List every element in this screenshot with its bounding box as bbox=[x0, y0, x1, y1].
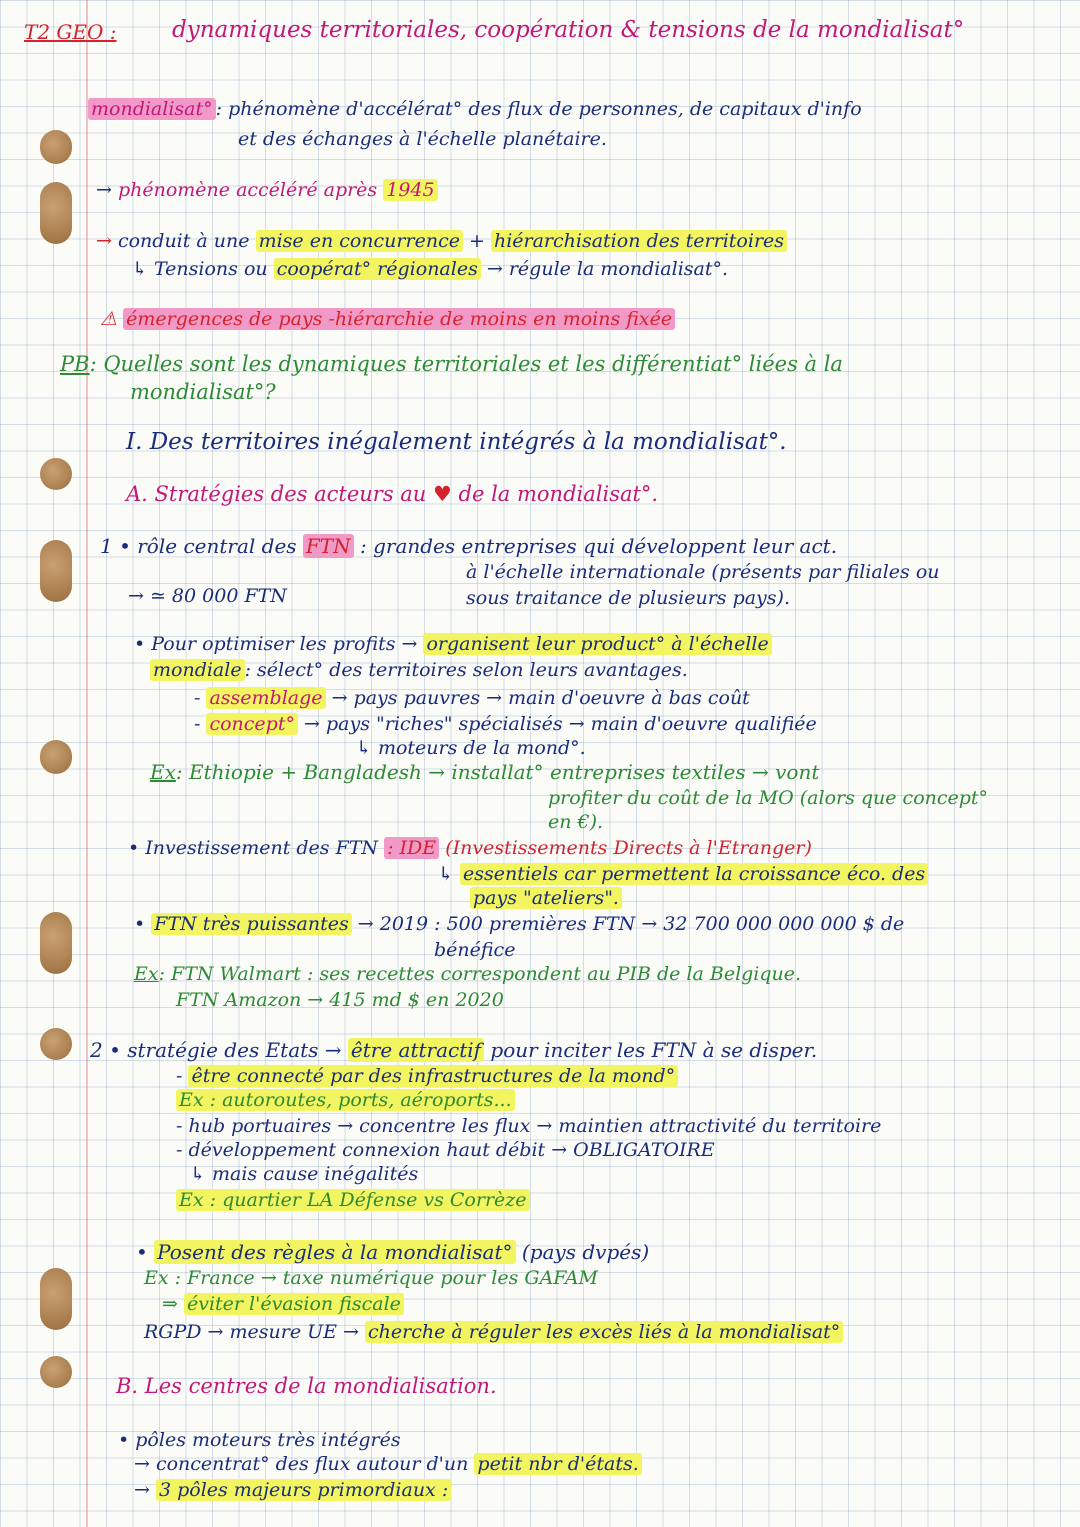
sub-a-title bbox=[126, 482, 658, 506]
margin-line bbox=[86, 0, 88, 1527]
sub-b-item-1: • pôles moteurs très intégrés bbox=[118, 1429, 401, 1451]
point-1-line: 1 • rôle central des FTN : grandes entreprises qui développent leur act. bbox=[100, 534, 838, 558]
power-line: • FTN très puissantes → 2019 : 500 premières FTN → 32 700 000 000 000 $ de bbox=[134, 913, 905, 935]
assembly-label: assemblage bbox=[206, 687, 325, 709]
binder-hole bbox=[40, 740, 72, 774]
sub-b-item-1-text: pôles moteurs très intégrés bbox=[135, 1429, 401, 1451]
example-1-label: Ex bbox=[150, 760, 176, 784]
arrow-icon: → bbox=[96, 179, 112, 201]
investment-sub-1 bbox=[438, 862, 928, 886]
concept-sub-text: moteurs de la mond°. bbox=[377, 737, 586, 759]
arrow-icon: → bbox=[134, 1453, 150, 1475]
arrow-2-highlight-1: mise en concurrence bbox=[256, 230, 463, 252]
point-2-item-3-sub-text: mais cause inégalités bbox=[211, 1163, 419, 1185]
binder-hole bbox=[40, 912, 72, 974]
problematic-line-2: mondialisat°? bbox=[130, 380, 276, 404]
binder-hole bbox=[40, 540, 72, 602]
investment-sub-text-1: essentiels car permettent la croissance éco. des bbox=[460, 863, 928, 885]
arrow-icon: → bbox=[304, 713, 320, 735]
optimise-line-2 bbox=[150, 658, 688, 682]
arrow-line-1 bbox=[96, 178, 438, 202]
warning-text: émergences de pays -hiérarchie de moins en moins fixée bbox=[123, 308, 675, 330]
point-2-example-2 bbox=[176, 1188, 530, 1212]
point-2-title-pre: stratégie des Etats → bbox=[127, 1038, 342, 1062]
binder-hole bbox=[40, 1356, 72, 1388]
arrow-3-pre: Tensions ou bbox=[153, 258, 268, 280]
binder-hole bbox=[40, 1028, 72, 1060]
point-2-example-1 bbox=[176, 1088, 515, 1112]
arrow-2-mid: + bbox=[469, 230, 485, 252]
arrow-icon: → bbox=[401, 633, 418, 655]
rules-line: • Posent des règles à la mondialisat° (pays dvpés) bbox=[136, 1240, 650, 1264]
rules-example: Ex : France → taxe numérique pour les GAFAM bbox=[144, 1267, 598, 1289]
rules-post: (pays dvpés) bbox=[521, 1240, 650, 1264]
arrow-3-highlight: coopérat° régionales bbox=[274, 258, 481, 280]
example-1-text-2: profiter du coût de la MO (alors que concept° bbox=[548, 787, 989, 809]
investment-post: (Investissements Directs à l'Etranger) bbox=[445, 837, 812, 859]
investment-line: • Investissement des FTN : IDE (Investissements Directs à l'Etranger) bbox=[128, 837, 812, 859]
power-label: FTN très puissantes bbox=[151, 913, 351, 935]
example-1-line bbox=[150, 760, 819, 784]
sub-b-item-2 bbox=[134, 1452, 642, 1476]
point-2-title-post: pour inciter les FTN à se disper. bbox=[490, 1038, 818, 1062]
arrow-1-year: 1945 bbox=[383, 179, 437, 201]
point-2-example-1-text: Ex : autoroutes, ports, aéroports... bbox=[176, 1089, 515, 1111]
investment-sub-text-2: pays "ateliers". bbox=[470, 887, 622, 909]
sub-b-title: B. Les centres de la mondialisation. bbox=[116, 1374, 497, 1398]
arrow-line-3 bbox=[132, 257, 728, 281]
definition-line-2: et des échanges à l'échelle planétaire. bbox=[238, 128, 607, 150]
point-2-item-3: - développement connexion haut débit → OBLIGATOIRE bbox=[176, 1139, 715, 1161]
example-1-text-3: en €). bbox=[548, 811, 604, 833]
section-1-title: I. Des territoires inégalement intégrés à la mondialisat°. bbox=[126, 429, 787, 455]
arrow-icon: ⇒ bbox=[162, 1293, 178, 1315]
investment-sub-2 bbox=[470, 886, 622, 910]
arrow-icon: ↳ bbox=[438, 863, 454, 885]
binder-hole bbox=[40, 458, 72, 490]
rgpd-pre: RGPD → mesure UE → bbox=[144, 1321, 359, 1343]
problematic-line-1 bbox=[60, 352, 843, 376]
point-1-highlight: FTN bbox=[303, 534, 354, 558]
arrow-2-pre: conduit à une bbox=[117, 230, 250, 252]
example-1-text: : Ethiopie + Bangladesh → installat° entreprises textiles → vont bbox=[175, 760, 820, 784]
rgpd-line bbox=[144, 1320, 843, 1344]
investment-pre: Investissement des FTN bbox=[145, 837, 379, 859]
rules-example-sub-text: éviter l'évasion fiscale bbox=[184, 1293, 404, 1315]
point-2-item-1: - être connecté par des infrastructures de la mond° bbox=[176, 1064, 678, 1088]
point-2-highlight: être attractif bbox=[348, 1038, 484, 1062]
optimise-line-1: • Pour optimiser les profits → organisent leur product° à l'échelle bbox=[134, 632, 772, 656]
heart-icon: ♥ bbox=[433, 482, 452, 506]
page-title: dynamiques territoriales, coopération & tensions de la mondialisat° bbox=[172, 17, 965, 43]
sub-b-item-3 bbox=[134, 1478, 451, 1502]
definition-line-1 bbox=[88, 97, 862, 121]
point-2-item-3-sub bbox=[190, 1162, 418, 1186]
arrow-line-2 bbox=[96, 229, 787, 253]
point-2-example-2-text: Ex : quartier LA Défense vs Corrèze bbox=[176, 1189, 530, 1211]
point-2-number: 2 bbox=[90, 1038, 103, 1062]
assembly-line: - assemblage → pays pauvres → main d'oeuvre à bas coût bbox=[194, 687, 750, 709]
arrow-2-highlight-2: hiérarchisation des territoires bbox=[491, 230, 787, 252]
arrow-icon: → bbox=[357, 913, 374, 935]
example-2-line bbox=[134, 962, 801, 986]
arrow-icon: ↳ bbox=[356, 737, 372, 759]
arrow-icon: → bbox=[96, 230, 112, 252]
ftn-count-line bbox=[128, 584, 287, 608]
point-1-number: 1 bbox=[100, 534, 113, 558]
power-text: 2019 : 500 premières FTN → 32 700 000 000 000 $ de bbox=[379, 913, 905, 935]
assembly-text: pays pauvres → main d'oeuvre à bas coût bbox=[353, 687, 750, 709]
ftn-count: ≃ 80 000 FTN bbox=[149, 585, 287, 607]
optimise-pre: Pour optimiser les profits bbox=[151, 633, 396, 655]
arrow-icon: ↳ bbox=[190, 1163, 206, 1185]
definition-text: : phénomène d'accélérat° des flux de personnes, de capitaux d'info bbox=[215, 98, 862, 120]
definition-term: mondialisat° bbox=[88, 98, 216, 120]
optimise-post: : sélect° des territoires selon leurs avantages. bbox=[244, 659, 688, 681]
optimise-highlight: organisent leur product° à l'échelle bbox=[423, 633, 771, 655]
problematic-text: : Quelles sont les dynamiques territoriales et les différentiat° liées à la bbox=[89, 352, 843, 376]
power-text-2: bénéfice bbox=[434, 939, 516, 961]
point-1-definition-3: sous traitance de plusieurs pays). bbox=[466, 587, 790, 609]
arrow-icon: → bbox=[486, 258, 503, 280]
warning-line bbox=[100, 307, 675, 331]
investment-highlight: : IDE bbox=[384, 837, 439, 859]
sub-b-item-3-text: 3 pôles majeurs primordiaux : bbox=[156, 1479, 451, 1501]
concept-label: concept° bbox=[206, 713, 298, 735]
arrow-icon: → bbox=[134, 1479, 150, 1501]
problematic-label: PB bbox=[60, 352, 90, 376]
concept-line: - concept° → pays "riches" spécialisés → main d'oeuvre qualifiée bbox=[194, 713, 817, 735]
point-2-line: 2 • stratégie des Etats → être attractif pour inciter les FTN à se disper. bbox=[90, 1038, 818, 1062]
rules-highlight: Posent des règles à la mondialisat° bbox=[154, 1240, 515, 1264]
concept-sub bbox=[356, 736, 586, 760]
example-2-label: Ex bbox=[134, 963, 159, 985]
optimise-highlight-2: mondiale bbox=[150, 659, 245, 681]
binder-hole bbox=[40, 1268, 72, 1330]
rgpd-highlight: cherche à réguler les excès liés à la mondialisat° bbox=[365, 1321, 843, 1343]
sub-a-title-post: de la mondialisat°. bbox=[458, 482, 659, 506]
point-2-item-2: - hub portuaires → concentre les flux → maintien attractivité du territoire bbox=[176, 1115, 882, 1137]
binder-hole bbox=[40, 130, 72, 164]
example-2-text: : FTN Walmart : ses recettes correspondent au PIB de la Belgique. bbox=[158, 963, 802, 985]
point-2-item-2-text: hub portuaires → concentre les flux → maintien attractivité du territoire bbox=[188, 1115, 882, 1137]
arrow-icon: → bbox=[128, 585, 144, 607]
point-2-item-1-text: être connecté par des infrastructures de la mond° bbox=[188, 1065, 678, 1087]
arrow-3-post: régule la mondialisat°. bbox=[508, 258, 729, 280]
arrow-icon: ↳ bbox=[132, 258, 148, 280]
point-2-item-3-text: développement connexion haut débit → OBLIGATOIRE bbox=[188, 1139, 715, 1161]
point-1-definition-2: à l'échelle internationale (présents par filiales ou bbox=[466, 561, 940, 583]
binder-hole bbox=[40, 182, 72, 244]
point-1-definition-1: : grandes entreprises qui développent leur act. bbox=[359, 534, 838, 558]
arrow-icon: → bbox=[331, 687, 348, 709]
sub-b-item-2-highlight: petit nbr d'états. bbox=[474, 1453, 641, 1475]
concept-text: pays "riches" spécialisés → main d'oeuvre qualifiée bbox=[325, 713, 817, 735]
rules-example-sub bbox=[162, 1292, 404, 1316]
warning-icon: ⚠ bbox=[100, 308, 118, 330]
course-tag: T2 GEO : bbox=[24, 20, 117, 44]
arrow-1-text: phénomène accéléré après bbox=[117, 179, 378, 201]
example-2-text-2: FTN Amazon → 415 md $ en 2020 bbox=[176, 989, 504, 1011]
sub-b-item-2-pre: concentrat° des flux autour d'un bbox=[155, 1453, 469, 1475]
point-1-label: rôle central des bbox=[137, 534, 297, 558]
sub-a-title-pre: A. Stratégies des acteurs au bbox=[126, 482, 427, 506]
